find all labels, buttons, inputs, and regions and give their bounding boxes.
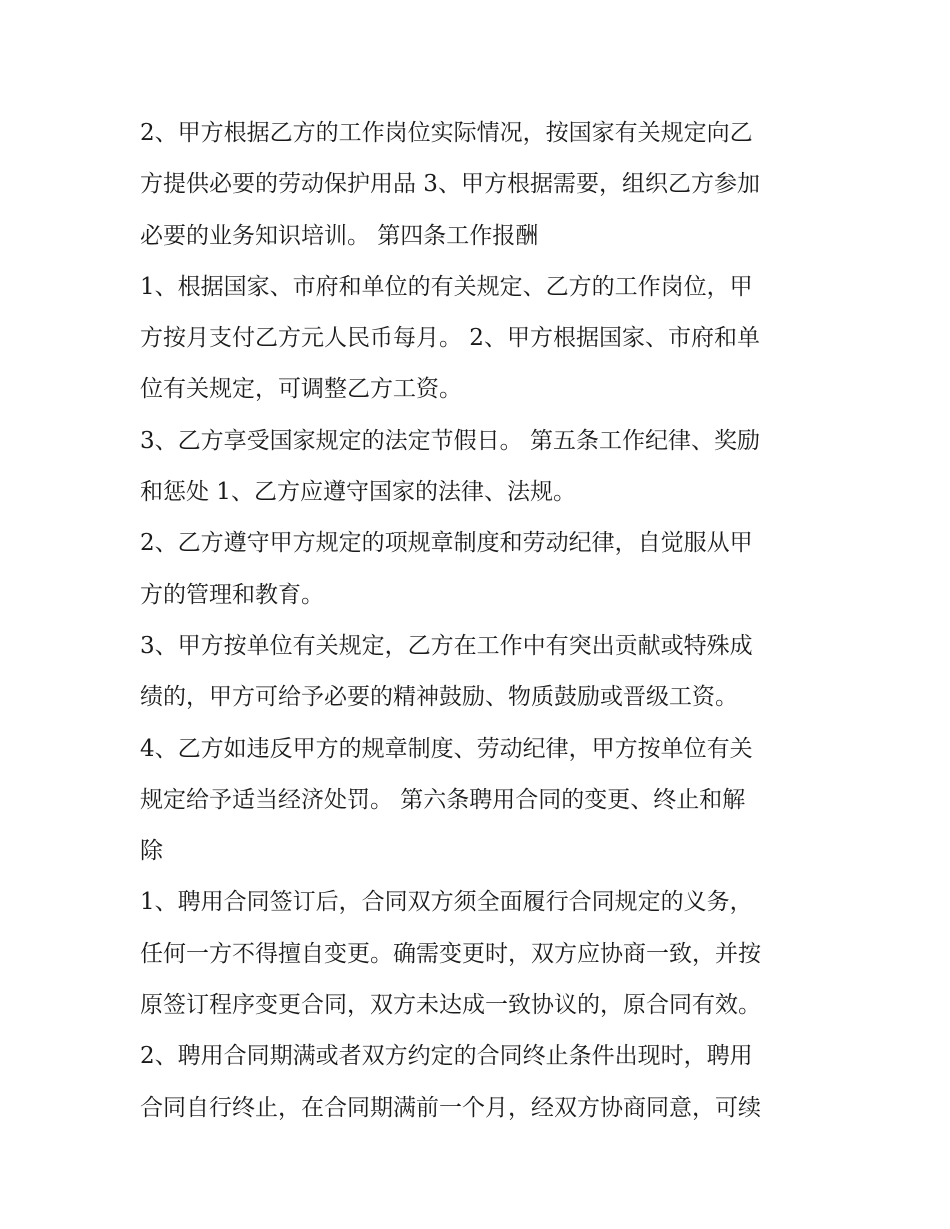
text-line: 方提供必要的劳动保护用品 3、甲方根据需要，组织乙方参加	[140, 171, 760, 198]
text-line: 绩的，甲方可给予必要的精神鼓励、物质鼓励或晋级工资。	[140, 684, 738, 711]
text-line: 原签订程序变更合同，双方未达成一致协议的，原合同有效。	[140, 992, 761, 1019]
text-line: 任何一方不得擅自变更。确需变更时，双方应协商一致，并按	[140, 940, 761, 967]
text-line: 合同自行终止，在合同期满前一个月，经双方协商同意，可续	[140, 1094, 761, 1121]
text-line: 3、甲方按单位有关规定，乙方在工作中有突出贡献或特殊成	[140, 632, 753, 659]
text-line: 2、聘用合同期满或者双方约定的合同终止条件出现时，聘用	[140, 1043, 753, 1070]
text-line: 2、乙方遵守甲方规定的项规章制度和劳动纪律，自觉服从甲	[140, 530, 753, 557]
text-line: 除	[140, 838, 163, 865]
text-line: 规定给予适当经济处罚。 第六条聘用合同的变更、终止和解	[140, 786, 746, 813]
text-line: 方的管理和教育。	[140, 581, 324, 608]
text-line: 必要的业务知识培训。 第四条工作报酬	[140, 222, 539, 249]
text-line: 3、乙方享受国家规定的法定节假日。 第五条工作纪律、奖励	[140, 427, 760, 454]
text-line: 2、甲方根据乙方的工作岗位实际情况，按国家有关规定向乙	[140, 120, 753, 146]
text-line: 4、乙方如违反甲方的规章制度、劳动纪律，甲方按单位有关	[140, 735, 753, 762]
text-line: 1、根据国家、市府和单位的有关规定、乙方的工作岗位，甲	[140, 273, 753, 300]
text-line: 和惩处 1、乙方应遵守国家的法律、法规。	[140, 479, 576, 506]
text-line: 1、聘用合同签订后，合同双方须全面履行合同规定的义务，	[140, 889, 753, 916]
text-line: 位有关规定，可调整乙方工资。	[140, 376, 462, 403]
text-line: 方按月支付乙方元人民币每月。 2、甲方根据国家、市府和单	[140, 325, 760, 352]
document-body	[140, 108, 820, 1134]
